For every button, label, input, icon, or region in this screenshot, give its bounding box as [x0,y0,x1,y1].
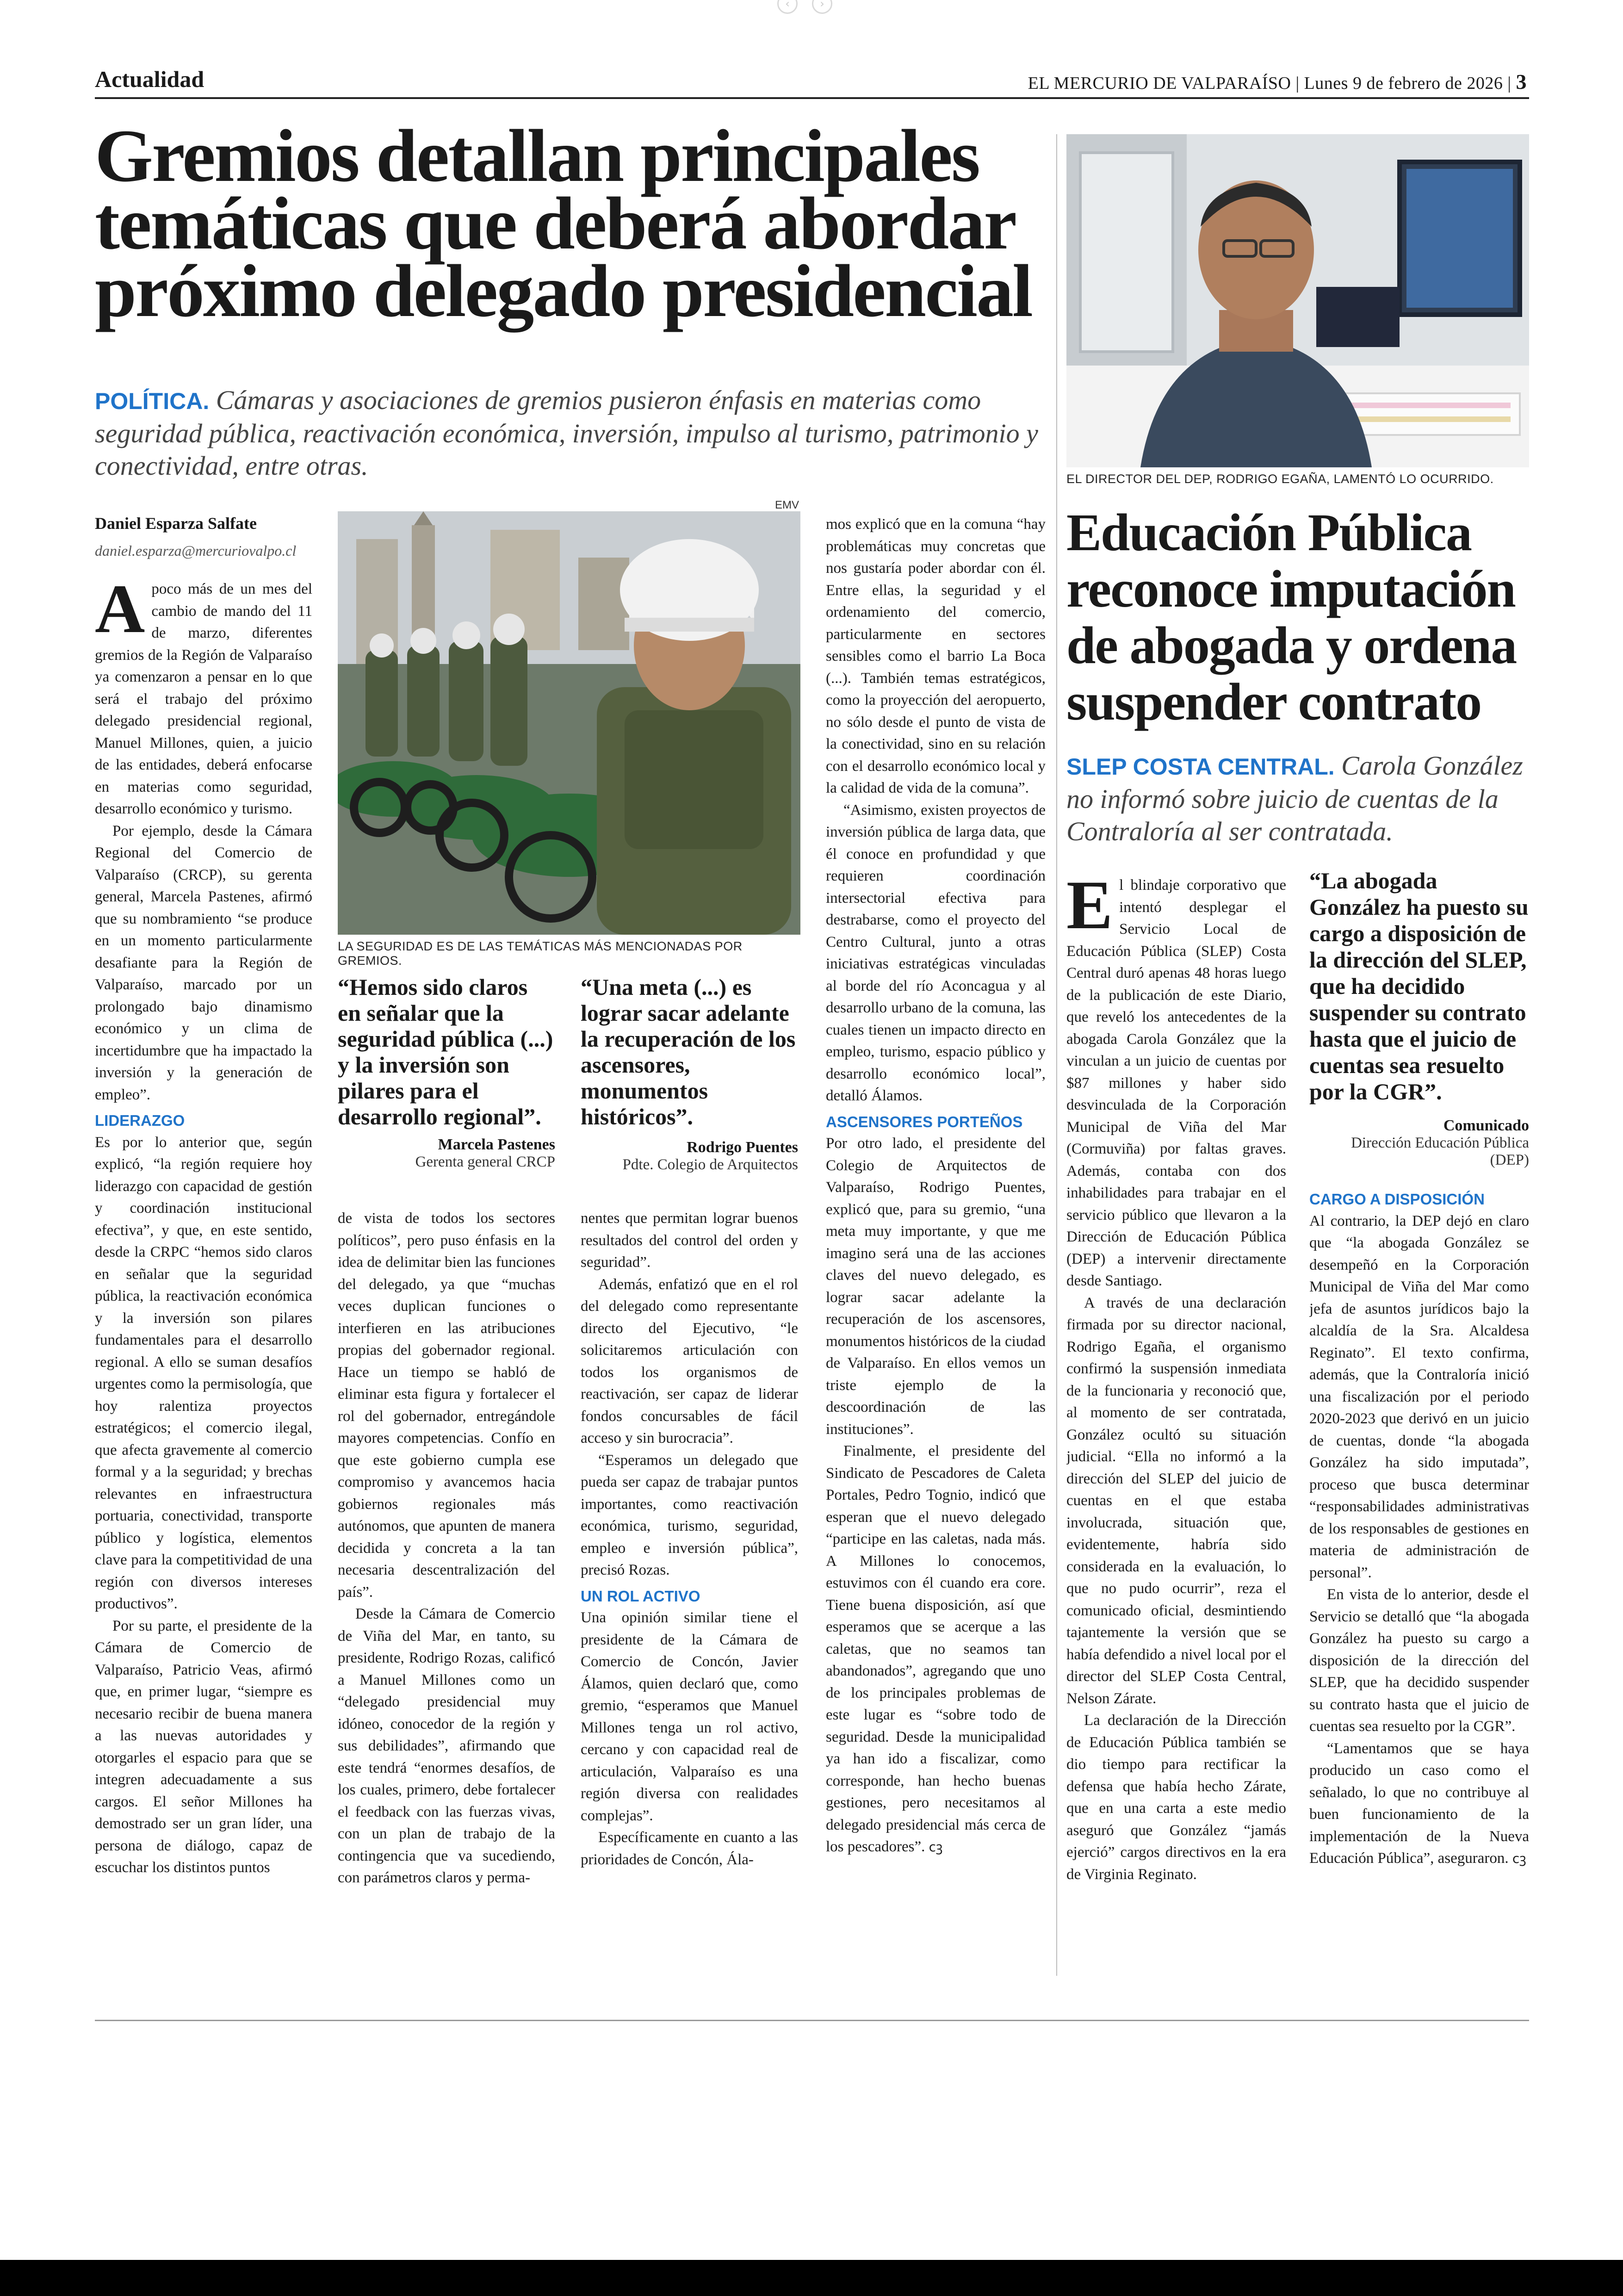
end-mark-icon: ᴄꝫ [1512,1851,1526,1866]
side-pull-quote [1309,868,1529,1169]
section-label: Actualidad [95,66,204,92]
bottom-bar [0,2260,1623,2296]
photo-credit: EMV [775,499,799,511]
pull-quote-name: Comunicado [1443,1117,1529,1134]
masthead [1028,69,1527,94]
paragraph: A través de una declaración firmada por su director nacional, Rodrigo Egaña, el organismo confirmó la suspensión inmediata de la funcionaria y reconoció que, al momento de ser contratada, González ocultó su situación judicial. “Ella no informó a la dirección del SLEP del juicio de cuentas en el que estaba involucrada, situación que, evidentemente, habría sido considerada en la evaluación, lo que no pudo ocurrir”, reza el comunicado oficial, desmintiendo tajantemente la versión que se había defendido a nivel local por el director del SLEP Costa Central, Nelson Zárate. [1066,1294,1286,1707]
prev-page-icon[interactable]: ‹ [777,0,798,14]
pull-quote-text: “Hemos sido claros en señalar que la seguridad pública (...) y la inversión son pilares para el desarrollo regional”. [338,974,553,1129]
paragraph: Al contrario, la DEP dejó en claro que “la abogada González se desempeñó en la Corporación Municipal de Viña del Mar como jefa de asuntos jurídicos bajo la alcaldía de la Sra. Alcaldesa Reginato”. El texto confirma, además, que la Contraloría inició una fiscalización por el periodo 2020-2023 que derivó en un juicio de cuentas, donde “la abogada González ha sido imputada”, proceso que busca determinar “responsabilidades administrativas de los responsables de gestiones en materia de administración de personal”. [1309,1212,1529,1581]
paragraph: Apoco más de un mes del cambio de mando del 11 de marzo, diferentes gremios de la Región de Valparaíso ya comenzaron a pensar en lo que será el trabajo del próximo delegado presidencial regional, Manuel Millones, quien, a juicio de las entidades, deberá enfocarse en materias como seguridad, desarrollo económico y turismo. [95,578,312,817]
side-col-1 [1066,875,1286,1902]
paragraph: “Esperamos un delegado que pueda ser capaz de trabajar puntos importantes, como reactivación económica, turismo, seguridad, empleo e inversión pública”, precisó Rozas. [581,1452,798,1578]
paragraph: La declaración de la Dirección de Educación Pública también se dio tiempo para rectificar la defensa que había hecho Zárate, que en una carta a este medio aseguró que González “jamás ejerció” cargos directivos en la era de Virginia Reginato. [1066,1712,1286,1883]
main-col-2 [338,1208,555,1893]
paragraph: Finalmente, el presidente del Sindicato de Pescadores de Caleta Portales, Pedro Tognio, indicó que esperan que el nuevo delegado “participe en las caletas, nada más. A Millones lo conocemos, estuvimos con él cuando era core. Tiene buena disposición, así que esperamos que se acerque a las caletas, que no seamos tan abandonados”, agregando que uno de los principales problemas de este lugar es “sobre todo de seguridad. Desde la municipalidad ya han ido a fiscalizar, como corresponde, han hecho buenas gestiones, pero necesitamos al delegado presidencial más cerca de los pescadores”. ᴄꝫ [826,1443,1046,1855]
pull-quote-text: “Una meta (...) es lograr sacar adelante la recuperación de los ascensores, monumentos históricos”. [581,974,796,1129]
main-photo [338,511,800,935]
page-number: 3 [1516,70,1527,93]
main-photo-caption: LA SEGURIDAD ES DE LAS TEMÁTICAS MÁS MENCIONADAS POR GREMIOS. [338,939,743,968]
main-col-3 [581,1208,798,1893]
side-photo-caption: EL DIRECTOR DEL DEP, RODRIGO EGAÑA, LAMENTÓ LO OCURRIDO. [1066,472,1494,486]
pull-quote-role: Dirección Educación Pública (DEP) [1351,1135,1529,1168]
paragraph: Una opinión similar tiene el presidente de la Cámara de Comercio de Concón, Javier Álamos, quien declaró que, como gremio, “esperamos que Manuel Millones tenga un rol activo, cercano y con capacidad real de articulación, Valparaíso es una región diversa con realidades complejas”. [581,1609,798,1824]
main-headline: Gremios detallan principales temáticas que deberá abordar próximo delegado presidencial [95,115,1032,333]
paragraph: “Asimismo, existen proyectos de inversión pública de larga data, que él conoce en profundidad y que requieren coordinación intersectorial efectiva para destrabarse, como el proyecto del Centro Cultural, junto a otras iniciativas estratégicas vinculadas al borde del río Aconcagua y al desarrollo urbano de la comuna, las cuales tienen un impacto directo en empleo, turismo, espacio público y desarrollo económico local”, detalló Álamos. [826,801,1046,1104]
author-email: daniel.esparza@mercuriovalpo.cl [95,542,297,559]
pull-quote-name: Rodrigo Puentes [687,1139,798,1156]
side-col-2 [1309,1185,1529,1902]
pull-quote-role: Pdte. Colegio de Arquitectos [622,1156,798,1173]
main-deck-tag: POLÍTICA. [95,388,210,414]
police-motorcycles-image [338,511,800,935]
paragraph: Específicamente en cuanto a las prioridades de Concón, Ála- [581,1829,798,1868]
dropcap: E [1066,875,1113,943]
side-deck-text: Carola González no informó sobre juicio de cuentas de la Contraloría al ser contratada. [1066,751,1523,846]
pull-quote-1 [338,974,555,1171]
subheading-liderazgo: LIDERAZGO [95,1112,185,1129]
side-deck [1066,750,1534,848]
side-deck-tag: SLEP COSTA CENTRAL. [1066,754,1335,780]
side-headline: Educación Pública reconoce imputación de abogada y ordena suspender contrato [1066,503,1517,731]
paragraph: “Lamentamos que se haya producido un caso como el señalado, lo que no contribuye al buen funcionamiento de la implementación de la Nueva Educación Pública”, aseguraron. ᴄꝫ [1309,1740,1529,1867]
byline: Daniel Esparza Salfate [95,514,257,533]
subheading-cargo: CARGO A DISPOSICIÓN [1309,1191,1485,1208]
dropcap: A [95,578,145,647]
paragraph: Además, enfatizó que en el rol del delegado como representante directo del Ejecutivo, “le solicitaremos articulación con todos los organismos de reactivación, ser capaz de liderar fondos concursables de fácil acceso y sin burocracia”. [581,1276,798,1446]
paragraph: El blindaje corporativo que intentó desplegar el Servicio Local de Educación Pública (SLEP) Costa Central duró apenas 48 horas luego de la publicación de este Diario, que reveló los antecedentes de la abogada Carola González que la vinculan a un juicio de cuentas por $87 millones y haber sido desvinculada de la Corporación Municipal de Viña del Mar (Cormuviña) por faltas graves. Además, contaba con dos inhabilidades para trabajar en el servicio público que llevaron a la Dirección de Educación Pública (DEP) a intervenir directamente desde Santiago. [1066,875,1286,1289]
paragraph: Por otro lado, el presidente del Colegio de Arquitectos de Valparaíso, Rodrigo Puentes, explicó que, para su gremio, “una meta muy importante, y que me imagino será una de las acciones claves del nuevo delegado, es lograr sacar adelante la recuperación de los ascensores, monumentos históricos de la ciudad de Valparaíso. En ellos vemos un triste ejemplo de la descoordinación de las instituciones”. [826,1135,1046,1438]
paragraph: Por su parte, el presidente de la Cámara de Comercio de Valparaíso, Patricio Veas, afirmó que, en primer lugar, “siempre es necesario recibir de buena manera a las nuevas autoridades y otorgarles el espacio para que se integren adecuadamente a sus cargos. El señor Millones ha demostrado ser un gran líder, una persona de diálogo, capaz de escuchar los distintos puntos [95,1617,312,1876]
paragraph: En vista de lo anterior, desde el Servicio se detalló que “la abogada González ha puesto su cargo a disposición de la dirección del SLEP, que ha decidido suspender su contrato hasta que el juicio de cuentas sea resuelto por la CGR”. [1309,1586,1529,1735]
pull-quote-2 [581,974,798,1173]
pull-quote-name: Marcela Pastenes [438,1136,555,1153]
masthead-text: EL MERCURIO DE VALPARAÍSO | Lunes 9 de febrero de 2026 | [1028,74,1511,93]
footer-rule [95,2020,1529,2021]
subheading-ascensores: ASCENSORES PORTEÑOS [826,1113,1023,1130]
paragraph: Desde la Cámara de Comercio de Viña del Mar, en tanto, su presidente, Rodrigo Rozas, calificó a Manuel Millones como un “delegado presidencial muy idóneo, conocedor de la región y sus debilidades”, afirmando que este tendrá “enormes desafíos, de los cuales, primero, debe fortalecer el feedback con las fuerzas vivas, con un plan de trabajo de la contingencia que va sucediendo, con parámetros claros y perma- [338,1606,555,1886]
pull-quote-text: “La abogada González ha puesto su cargo a disposición de la dirección del SLEP, que ha decidido suspender su contrato hasta que el juicio de cuentas sea resuelto por la CGR”. [1309,868,1529,1105]
main-deck-text: Cámaras y asociaciones de gremios pusieron énfasis en materias como seguridad pública, reactivación económica, inversión, impulso al turismo, patrimonio y conectividad, entre otras. [95,385,1038,481]
subheading-rol-activo: UN ROL ACTIVO [581,1587,700,1605]
pull-quote-role: Gerenta general CRCP [415,1154,555,1170]
end-mark-icon: ᴄꝫ [929,1839,943,1855]
paragraph: Por ejemplo, desde la Cámara Regional del Comercio de Valparaíso (CRCP), su gerenta general, Marcela Pastenes, afirmó que su nombramiento “se produce en un momento particularmente desafiante para la Región de Valparaíso, marcado por un prolongado bajo dinamismo económico y un clima de incertidumbre que ha impactado la inversión y la generación de empleo”. [95,822,312,1103]
paragraph: nentes que permitan lograr buenos resultados del control del orden y seguridad”. [581,1210,798,1271]
header-rule [95,97,1529,99]
paragraph: mos explicó que en la comuna “hay problemáticas muy concretas que nos gustaría poder abordar con él. Entre ellas, la seguridad y el ordenamiento del comercio, particularmente en sectores sensibles como el barrio La Boca (...). También temas estratégicos, como la proyección del aeropuerto, no sólo desde el punto de vista de la conectividad, sino en su relación con el desarrollo económico local y la calidad de vida de la comuna”. [826,516,1046,796]
page-nav [777,0,847,19]
main-deck [95,384,1062,482]
director-portrait-image [1066,134,1529,467]
next-page-icon[interactable]: › [812,0,832,14]
side-photo [1066,134,1529,467]
main-col-4 [826,514,1046,1893]
paragraph: de vista de todos los sectores políticos”, pero puso énfasis en la idea de delimitar bien las funciones del delegado, ya que “muchas veces duplican funciones o interfieren en las atribuciones propias del gobernador regional. Hace un tiempo se habló de eliminar esta figura y fortalecer el rol del gobernador, entregándole mayores competencias. Confío en que este gobierno cumpla ese compromiso y avancemos hacia gobiernos regionales más autónomos, que apunten de manera decidida y concreta a la tan necesaria descentralización del país”. [338,1210,555,1601]
main-col-1 [95,578,312,1893]
column-divider [1056,134,1057,1976]
paragraph: Es por lo anterior que, según explicó, “la región requiere hoy liderazgo con capacidad de gestión y coordinación institucional efectiva”, y que, en este sentido, desde la CRPC “hemos sido claros en señalar que la seguridad pública, la reactivación económica y la inversión son pilares fundamentales para el desarrollo regional. A ello se suman desafíos urgentes como la permisología, que hoy ralentiza proyectos estratégicos; el comercio ilegal, que afecta gravemente al comercio formal y a la seguridad; y brechas relevantes en infraestructura portuaria, conectividad, transporte público y logística, elementos clave para la competitividad de una región con diversos intereses productivos”. [95,1134,312,1612]
